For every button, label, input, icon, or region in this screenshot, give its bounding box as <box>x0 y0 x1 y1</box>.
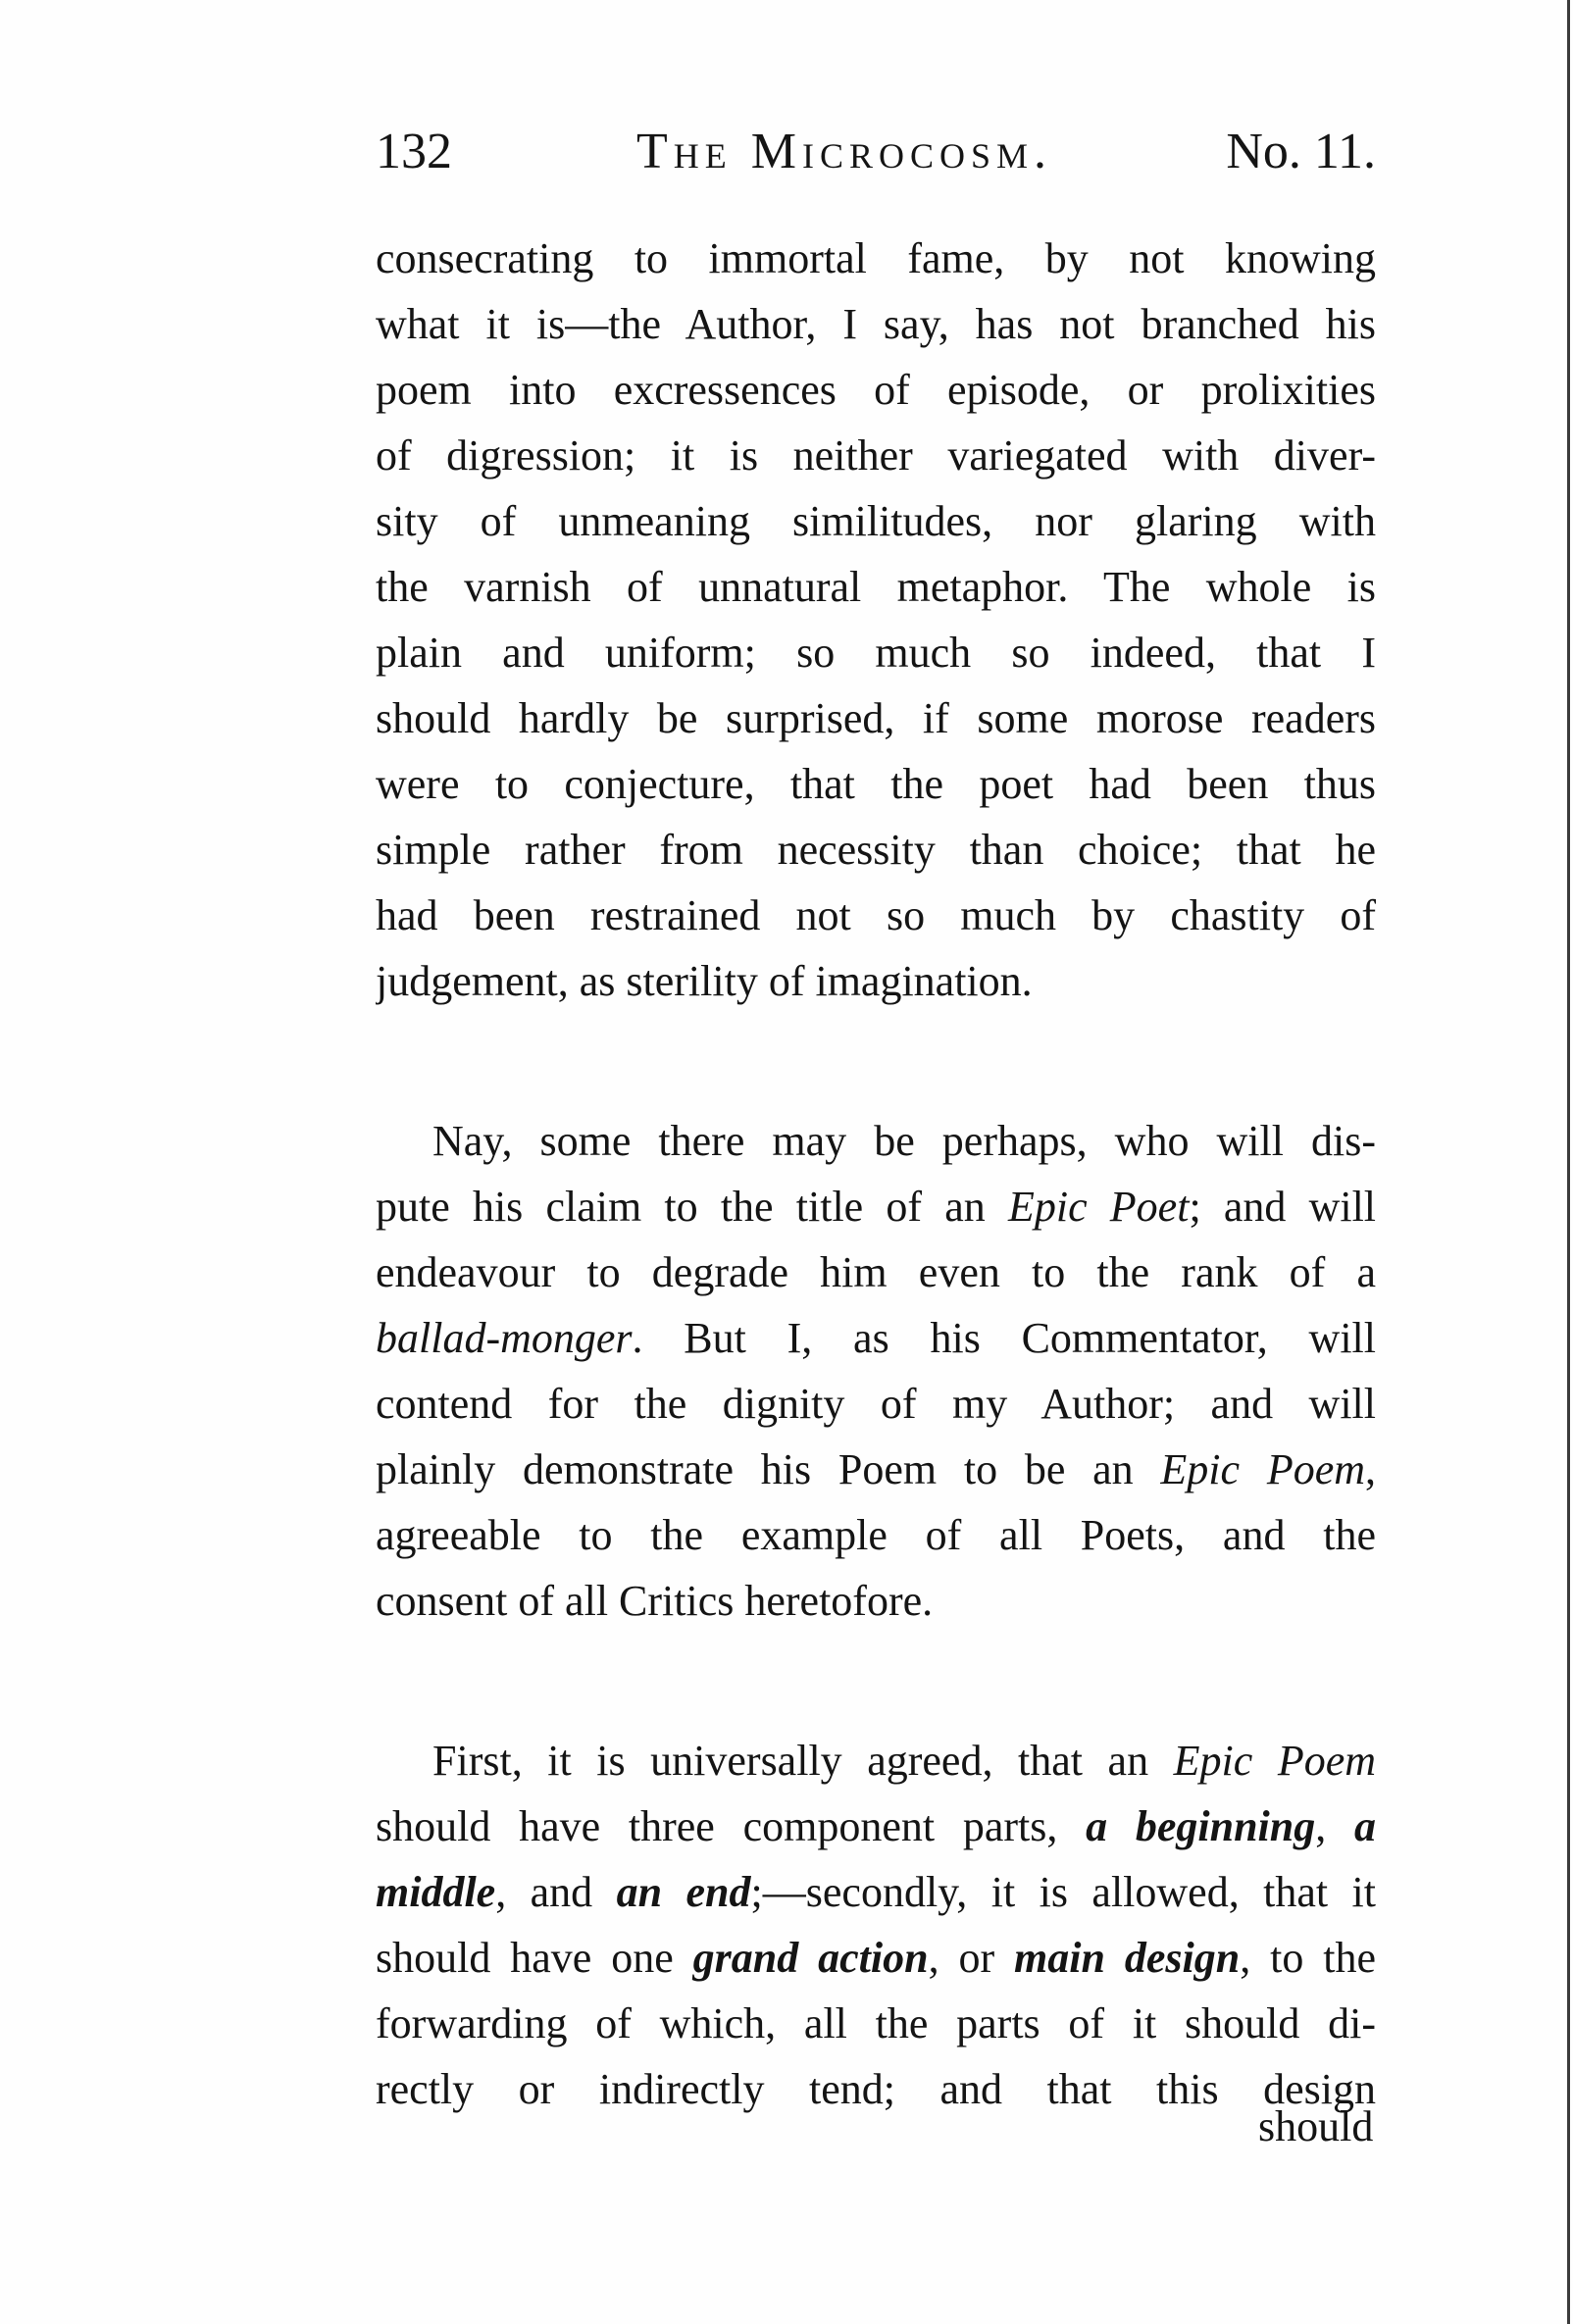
page-edge-line <box>1567 0 1570 2324</box>
italic-phrase: Epic Poem <box>1160 1445 1365 1493</box>
italic-phrase: ballad-monger <box>376 1314 633 1362</box>
running-head <box>376 118 1376 186</box>
text-line: agreeable to the example of all Poets, and the <box>376 1511 1376 1559</box>
text-line: forwarding of which, all the parts of it should di- <box>376 1999 1376 2047</box>
text-line: First, it is universally agreed, that an Epic Poem <box>432 1737 1376 1785</box>
text-line: what it is—the Author, I say, has not branched his <box>376 300 1376 348</box>
catchword: should <box>1258 2102 1374 2150</box>
text-line: had been restrained not so much by chastity of <box>376 891 1376 939</box>
text-line: contend for the dignity of my Author; and will <box>376 1380 1376 1428</box>
italic-phrase: an end <box>616 1868 751 1916</box>
paragraph <box>376 1108 1376 1634</box>
text-line: plain and uniform; so much so indeed, that I <box>376 629 1376 677</box>
italic-phrase: a beginning <box>1086 1802 1316 1850</box>
page-number: 132 <box>376 124 452 179</box>
issue-number: No. 11. <box>1226 124 1376 179</box>
paragraph <box>376 1728 1376 2122</box>
paragraph <box>376 226 1376 1014</box>
text-line: judgement, as sterility of imagination. <box>376 957 1033 1005</box>
text-line: of digression; it is neither variegated with diver- <box>376 431 1376 480</box>
text-line: rectly or indirectly tend; and that this design <box>376 2065 1376 2113</box>
text-line: Nay, some there may be perhaps, who will dis- <box>432 1117 1376 1165</box>
text-line: endeavour to degrade him even to the rank of a <box>376 1248 1376 1296</box>
text-line: should hardly be surprised, if some morose readers <box>376 694 1376 742</box>
text-line: simple rather from necessity than choice; that he <box>376 826 1376 874</box>
running-title: The Microcosm. <box>636 124 1053 179</box>
text-line: should have three component parts, a beginning, a <box>376 1802 1376 1850</box>
text-line: poem into excressences of episode, or prolixities <box>376 366 1376 414</box>
text-line: plainly demonstrate his Poem to be an Epic Poem, <box>376 1445 1376 1493</box>
text-line: the varnish of unnatural metaphor. The whole is <box>376 563 1376 611</box>
text-line: sity of unmeaning similitudes, nor glaring with <box>376 497 1376 545</box>
text-line: were to conjecture, that the poet had been thus <box>376 760 1376 808</box>
italic-phrase: Epic Poem <box>1173 1737 1376 1785</box>
text-line: pute his claim to the title of an Epic Poet; and will <box>376 1183 1376 1231</box>
italic-phrase: a <box>1354 1802 1376 1850</box>
text-line: ballad-monger. But I, as his Commentator, will <box>376 1314 1376 1362</box>
text-body <box>376 226 1376 2122</box>
paragraph-gap <box>376 1634 1376 1728</box>
italic-phrase: Epic Poet <box>1007 1183 1190 1231</box>
italic-phrase: main design <box>1014 1934 1241 1982</box>
text-line: middle, and an end;—secondly, it is allowed, that it <box>376 1868 1376 1916</box>
text-line: consent of all Critics heretofore. <box>376 1577 934 1625</box>
italic-phrase: grand action <box>692 1934 929 1982</box>
text-line: should have one grand action, or main design, to the <box>376 1934 1376 1982</box>
italic-phrase: middle <box>376 1868 496 1916</box>
paragraph-gap <box>376 1014 1376 1108</box>
text-line: consecrating to immortal fame, by not knowing <box>376 234 1376 282</box>
